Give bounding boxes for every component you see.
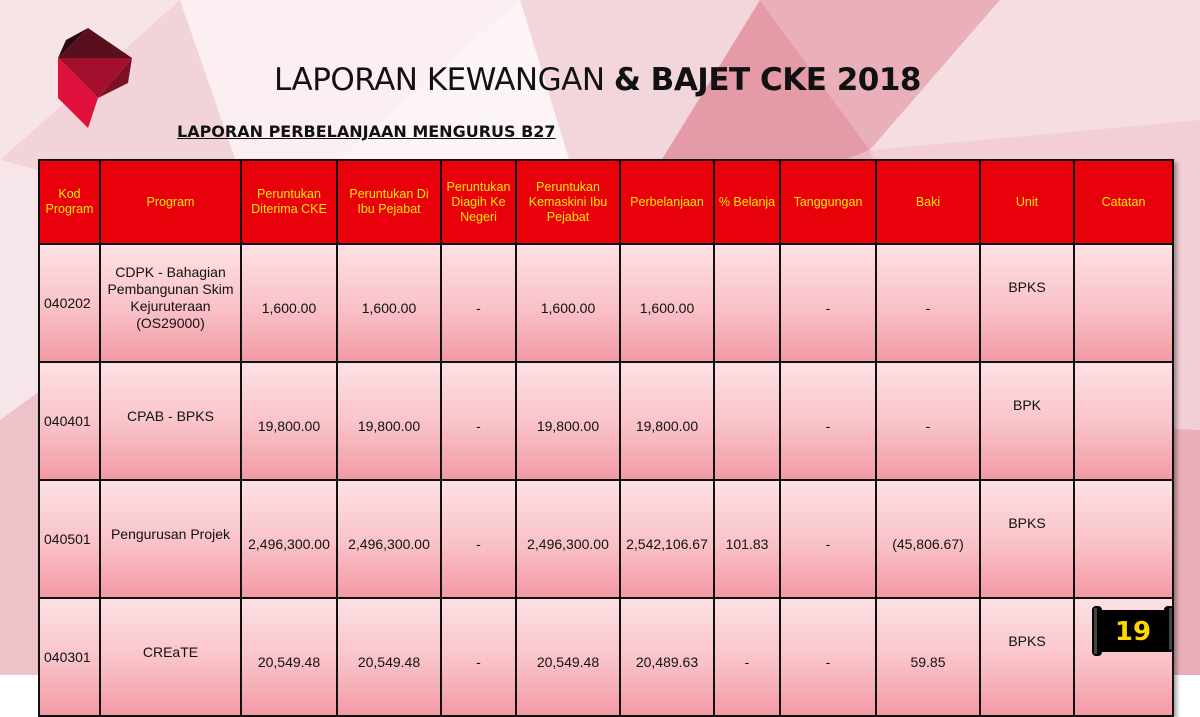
header-peruntukan-kemaskini: Peruntukan Kemaskini Ibu Pejabat xyxy=(516,160,620,244)
cell-perbelanjaan: 20,489.63 xyxy=(620,598,714,716)
cell-baki: 59.85 xyxy=(876,598,980,716)
header-catatan: Catatan xyxy=(1074,160,1173,244)
expenditure-table xyxy=(38,159,1174,717)
cell-belanja-pct xyxy=(714,362,780,480)
cell-catatan xyxy=(1074,362,1173,480)
cell-program: Pengurusan Projek xyxy=(100,480,241,598)
header-tanggungan: Tanggungan xyxy=(780,160,876,244)
header-peruntukan-ibu-pejabat: Peruntukan Di Ibu Pejabat xyxy=(337,160,441,244)
header-unit: Unit xyxy=(980,160,1074,244)
cell-catatan xyxy=(1074,244,1173,362)
cell-tanggungan: - xyxy=(780,598,876,716)
header-belanja-pct: % Belanja xyxy=(714,160,780,244)
table-row xyxy=(39,244,1173,362)
cell-diagih: - xyxy=(441,480,516,598)
cell-diagih: - xyxy=(441,598,516,716)
cell-ibu-pejabat: 1,600.00 xyxy=(337,244,441,362)
cell-diterima: 19,800.00 xyxy=(241,362,337,480)
header-peruntukan-diagih: Peruntukan Diagih Ke Negeri xyxy=(441,160,516,244)
cell-unit: BPK xyxy=(980,362,1074,480)
cell-ibu-pejabat: 20,549.48 xyxy=(337,598,441,716)
cell-kemaskini: 1,600.00 xyxy=(516,244,620,362)
logo-icon xyxy=(58,28,132,128)
page-title xyxy=(274,62,921,98)
cell-kemaskini: 20,549.48 xyxy=(516,598,620,716)
header-baki: Baki xyxy=(876,160,980,244)
header-perbelanjaan: Perbelanjaan xyxy=(620,160,714,244)
header-peruntukan-diterima: Peruntukan Diterima CKE xyxy=(241,160,337,244)
cell-belanja-pct: 101.83 xyxy=(714,480,780,598)
cell-unit: BPKS xyxy=(980,244,1074,362)
table-row xyxy=(39,362,1173,480)
cell-diterima: 2,496,300.00 xyxy=(241,480,337,598)
cell-unit: BPKS xyxy=(980,480,1074,598)
cell-unit: BPKS xyxy=(980,598,1074,716)
cell-program: CPAB - BPKS xyxy=(100,362,241,480)
cell-perbelanjaan: 19,800.00 xyxy=(620,362,714,480)
cell-ibu-pejabat: 2,496,300.00 xyxy=(337,480,441,598)
title-light: LAPORAN KEWANGAN xyxy=(274,62,614,98)
cell-kemaskini: 19,800.00 xyxy=(516,362,620,480)
cell-program: CREaTE xyxy=(100,598,241,716)
cell-tanggungan: - xyxy=(780,362,876,480)
cell-kod: 040501 xyxy=(39,480,100,598)
table-row xyxy=(39,480,1173,598)
table-header-row xyxy=(39,160,1173,244)
cell-program: CDPK - Bahagian Pembangunan Skim Kejuruteraan (OS29000) xyxy=(100,244,241,362)
cell-kod: 040401 xyxy=(39,362,100,480)
cell-diagih: - xyxy=(441,244,516,362)
cell-baki: (45,806.67) xyxy=(876,480,980,598)
cell-diterima: 20,549.48 xyxy=(241,598,337,716)
page-number: 19 xyxy=(1114,617,1152,647)
cell-belanja-pct: - xyxy=(714,598,780,716)
header-program: Program xyxy=(100,160,241,244)
cell-kod: 040301 xyxy=(39,598,100,716)
report-subtitle: LAPORAN PERBELANJAAN MENGURUS B27 xyxy=(177,122,556,141)
header-kod-program: Kod Program xyxy=(39,160,100,244)
cell-kemaskini: 2,496,300.00 xyxy=(516,480,620,598)
cell-tanggungan: - xyxy=(780,480,876,598)
cell-belanja-pct xyxy=(714,244,780,362)
cell-tanggungan: - xyxy=(780,244,876,362)
cell-perbelanjaan: 1,600.00 xyxy=(620,244,714,362)
cell-perbelanjaan: 2,542,106.67 xyxy=(620,480,714,598)
table-row xyxy=(39,598,1173,716)
cell-catatan xyxy=(1074,480,1173,598)
page-number-badge xyxy=(1092,604,1174,658)
cell-diagih: - xyxy=(441,362,516,480)
title-bold: & BAJET CKE 2018 xyxy=(613,62,921,98)
cell-baki: - xyxy=(876,362,980,480)
cell-ibu-pejabat: 19,800.00 xyxy=(337,362,441,480)
cell-kod: 040202 xyxy=(39,244,100,362)
cell-baki: - xyxy=(876,244,980,362)
cell-diterima: 1,600.00 xyxy=(241,244,337,362)
